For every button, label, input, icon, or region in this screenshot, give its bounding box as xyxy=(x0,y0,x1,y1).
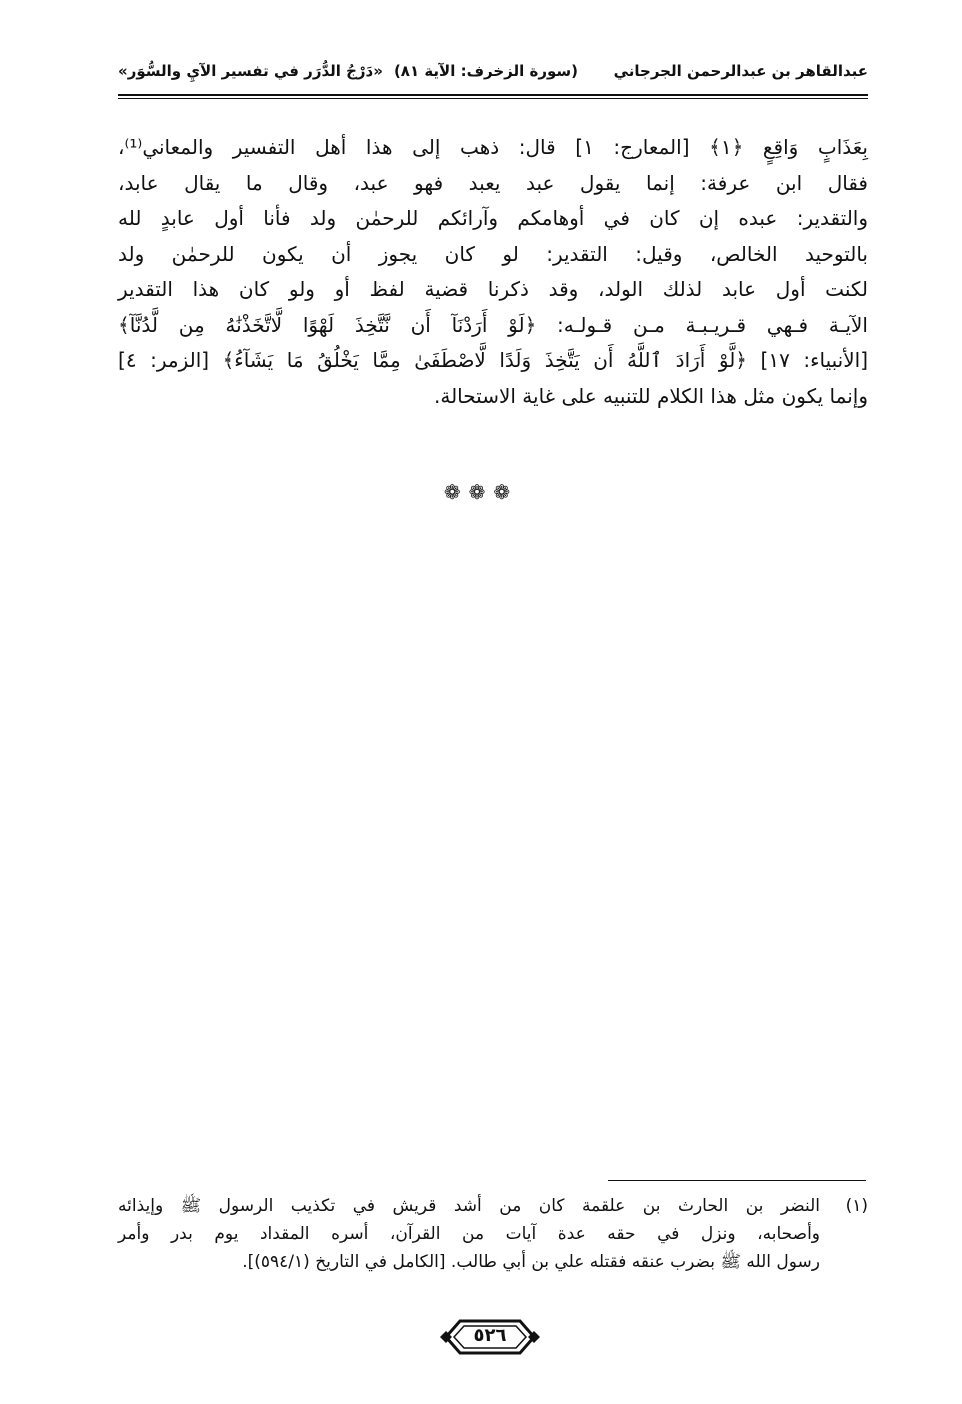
footnote-line: وأصحابه، ونزل في حقه عدة آيات من القرآن، أسره المقداد يوم بدر وأمر xyxy=(118,1224,820,1244)
text-line: [الأنبياء: ١٧] ﴿لَّوْ أَرَادَ ٱللَّهُ أَن يَتَّخِذَ وَلَدًا لَّاصْطَفَىٰ مِمَّا يَخْلُقُ مَا يَشَآءُ﴾ [الزمر: ٤] xyxy=(118,348,869,372)
page-number-text: ٥٢٦ xyxy=(473,1325,507,1346)
text-line: الآيـة فـهي قـريـبـة مـن قـولـه: ﴿لَوْ أَرَدْنَآ أَن نَّتَّخِذَ لَهْوًا لَّاتَّخَذْنَٰهُ مِن لَّدُنَّآ﴾ xyxy=(118,312,868,337)
footnote-line: النضر بن الحارث بن علقمة كان من أشد قريش في تكذيب الرسول ﷺ وإيذائه xyxy=(118,1196,820,1216)
text-line: لكنت أول عابد لذلك الولد، وقد ذكرنا قضية لفظ أو ولو كان هذا التقدير xyxy=(118,277,868,301)
text-line: فقال ابن عرفة: إنما يقول عبد يعبد فهو عبد، وقال ما يقال عابد، xyxy=(118,170,868,195)
text-line: بالتوحيد الخالص، وقيل: التقدير: لو كان يجوز أن يكون للرحمٰن ولد xyxy=(118,241,868,266)
text-line: والتقدير: عبده إن كان في أوهامكم وآرائكم للرحمٰن ولد فأنا أول عابدٍ لله xyxy=(118,206,868,230)
page-number xyxy=(440,1316,540,1358)
header-author: عبدالقاهر بن عبدالرحمن الجرجاني xyxy=(613,62,868,80)
footnote-line: رسول الله ﷺ بضرب عنقه فقتله علي بن أبي طالب. [الكامل في التاريخ (٥٩٤/١)]. xyxy=(242,1252,820,1272)
header-book-title: «دَرْجُ الدُّرَر في تفسير الآيِ والسُّوَر» xyxy=(118,62,383,80)
text-line: وإنما يكون مثل هذا الكلام للتنبيه على غاية الاستحالة. xyxy=(433,383,868,408)
header-divider xyxy=(118,94,868,99)
section-separator-icon: ❁❁❁ xyxy=(443,480,519,504)
text-line: بِعَذَابٍ وَاقِعٍ ﴿١﴾ [المعارج: ١] قال: ذهب إلى هذا أهل التفسير والمعاني⁽¹⁾، xyxy=(118,135,868,159)
main-text xyxy=(118,130,868,414)
running-header xyxy=(118,62,868,92)
header-surah-reference: (سورة الزخرف: الآية ٨١) xyxy=(393,62,578,80)
footnote-body xyxy=(118,1192,820,1276)
footnote xyxy=(118,1192,868,1276)
footnote-marker: (١) xyxy=(845,1196,868,1216)
footnote-divider xyxy=(608,1180,866,1181)
